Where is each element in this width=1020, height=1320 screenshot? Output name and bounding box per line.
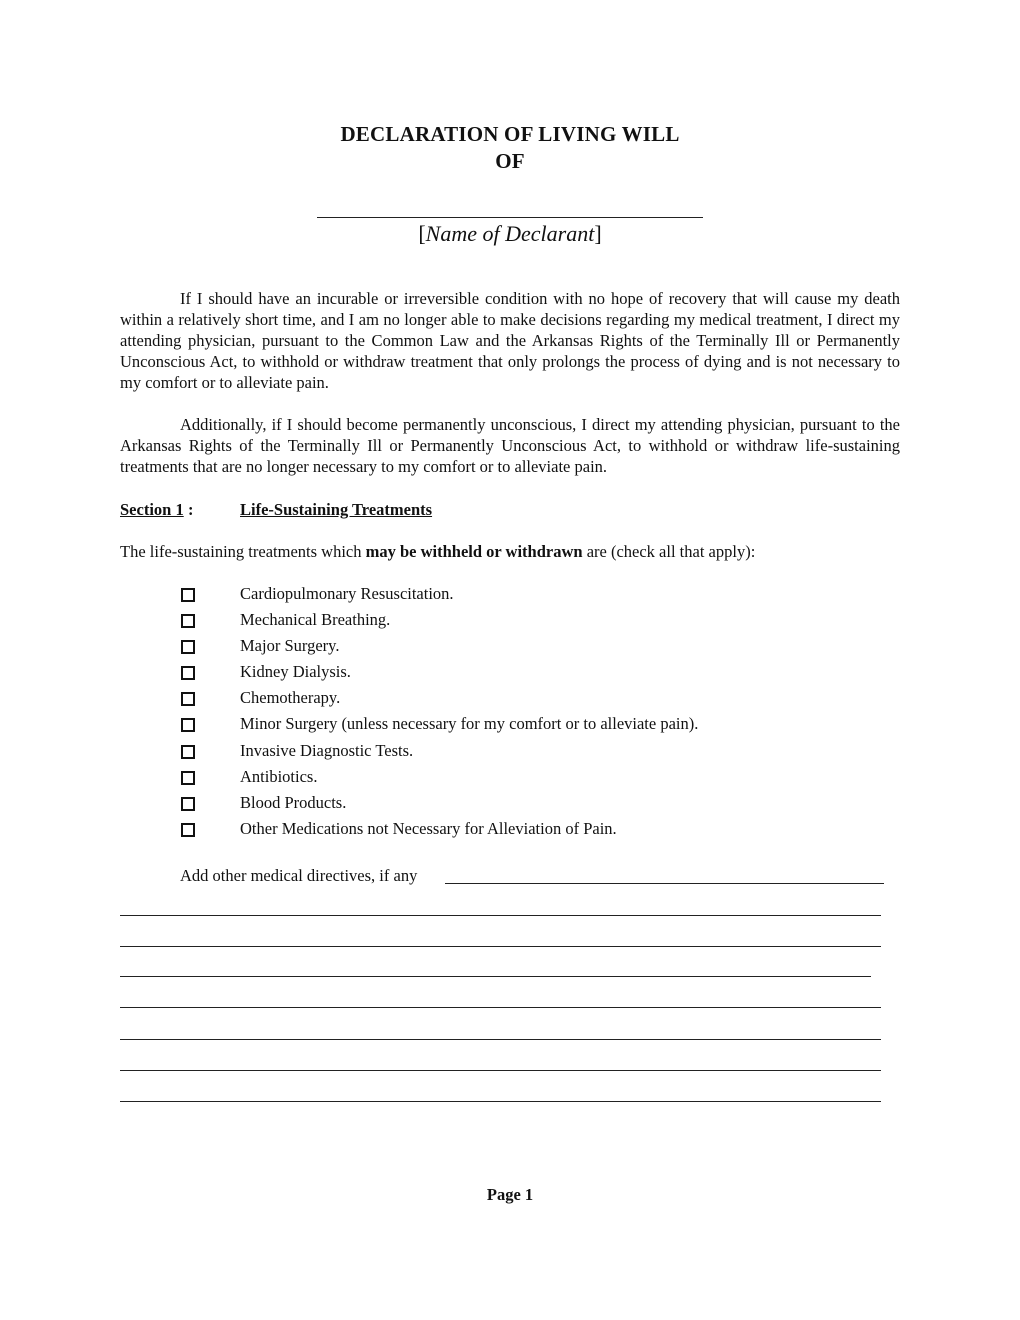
checkbox[interactable] bbox=[181, 771, 195, 785]
checkbox[interactable] bbox=[181, 745, 195, 759]
checkbox[interactable] bbox=[181, 666, 195, 680]
checkbox[interactable] bbox=[181, 614, 195, 628]
caption-bracket-close: ] bbox=[594, 221, 602, 246]
caption-bracket-open: [ bbox=[418, 221, 426, 246]
checklist-item-label: Minor Surgery (unless necessary for my comfort or to alleviate pain). bbox=[240, 714, 699, 733]
declarant-name-caption bbox=[0, 220, 1020, 248]
checklist-item bbox=[181, 586, 881, 608]
directives-blank-line[interactable] bbox=[120, 1070, 881, 1071]
checklist-item bbox=[181, 821, 881, 843]
checklist-item bbox=[181, 664, 881, 686]
checklist-item-label: Other Medications not Necessary for Alleviation of Pain. bbox=[240, 819, 617, 838]
checklist-item-label: Mechanical Breathing. bbox=[240, 610, 391, 629]
checklist-item bbox=[181, 716, 881, 738]
caption-text: Name of Declarant bbox=[425, 221, 595, 246]
directives-blank-line[interactable] bbox=[120, 976, 871, 977]
document-title: DECLARATION OF LIVING WILL bbox=[340, 122, 680, 146]
checklist-item bbox=[181, 769, 881, 791]
checklist-item-label: Blood Products. bbox=[240, 793, 347, 812]
directives-blank-line[interactable] bbox=[120, 1039, 881, 1040]
checkbox[interactable] bbox=[181, 588, 195, 602]
document-title-of: OF bbox=[495, 149, 525, 173]
section-number: Section 1 bbox=[120, 500, 184, 519]
other-directives-label: Add other medical directives, if any bbox=[180, 866, 418, 885]
declarant-name-field[interactable] bbox=[317, 217, 703, 218]
directives-blank-line[interactable] bbox=[120, 915, 881, 916]
checkbox[interactable] bbox=[181, 823, 195, 837]
checklist-item bbox=[181, 638, 881, 660]
directives-blank-line[interactable] bbox=[120, 1101, 881, 1102]
checklist-item bbox=[181, 612, 881, 634]
checkbox[interactable] bbox=[181, 718, 195, 732]
intro-text-bold: may be withheld or withdrawn bbox=[365, 542, 583, 561]
checklist-item-label: Invasive Diagnostic Tests. bbox=[240, 741, 414, 760]
checklist-item-label: Chemotherapy. bbox=[240, 688, 341, 707]
intro-text-start: The life-sustaining treatments which bbox=[120, 542, 366, 561]
page-number: Page 1 bbox=[486, 1185, 534, 1204]
section-colon: : bbox=[188, 500, 194, 519]
checkbox[interactable] bbox=[181, 797, 195, 811]
section-title: Life-Sustaining Treatments bbox=[240, 500, 433, 519]
checklist-item bbox=[181, 743, 881, 765]
directives-blank-line[interactable] bbox=[120, 1007, 881, 1008]
other-directives-field[interactable] bbox=[445, 883, 884, 884]
directives-blank-line[interactable] bbox=[120, 946, 881, 947]
intro-text-end: are (check all that apply): bbox=[582, 542, 756, 561]
checklist-item-label: Major Surgery. bbox=[240, 636, 340, 655]
treatments-intro bbox=[120, 541, 755, 562]
paragraph-permanently-unconscious: Additionally, if I should become permanently unconscious, I direct my attending physician, pursuant to the Arkansas Rights of the Terminally Ill or Permanently Unconscious Act, to withhold or withdraw life-sustaining treatments that are no longer necessary to my comfort or to alleviate pain. bbox=[120, 415, 900, 476]
paragraph-incurable-condition: If I should have an incurable or irreversible condition with no hope of recovery that will cause my death within a relatively short time, and I am no longer able to make decisions regarding my medical treatment, I direct my attending physician, pursuant to the Common Law and the Arkansas Rights of the Terminally Ill or Permanently Unconscious Act, to withhold or withdraw treatment that only prolongs the process of dying and is not necessary to my comfort or to alleviate pain. bbox=[120, 289, 900, 392]
checklist-item bbox=[181, 690, 881, 712]
checklist-item-label: Kidney Dialysis. bbox=[240, 662, 351, 681]
checklist-item-label: Antibiotics. bbox=[240, 767, 318, 786]
checklist-item-label: Cardiopulmonary Resuscitation. bbox=[240, 584, 454, 603]
checkbox[interactable] bbox=[181, 692, 195, 706]
checklist-item bbox=[181, 795, 881, 817]
checkbox[interactable] bbox=[181, 640, 195, 654]
